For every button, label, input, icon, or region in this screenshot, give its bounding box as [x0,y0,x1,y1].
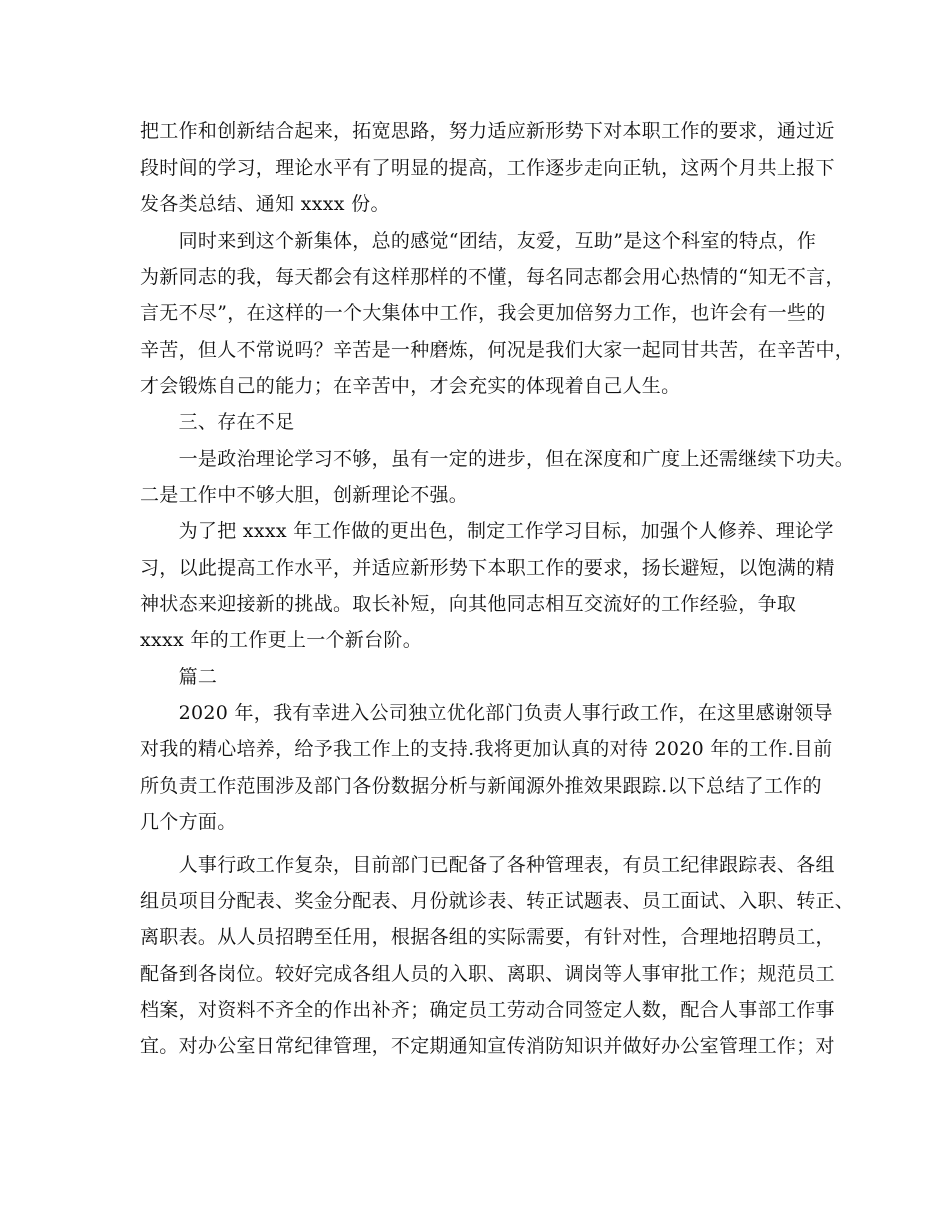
text-line: 一是政治理论学习不够，虽有一定的进步，但在深度和广度上还需继续下功夫。 [140,448,855,470]
text-line: 2020 年，我有幸进入公司独立优化部门负责人事行政工作，在这里感谢领导 [140,702,833,724]
text-line: 段时间的学习，理论水平有了明显的提高，工作逐步走向正轨，这两个月共上报下 [140,157,835,179]
text-line: 把工作和创新结合起来，拓宽思路，努力适应新形势下对本职工作的要求，通过近 [140,120,835,142]
section-heading: 篇二 [140,666,218,688]
text-line: 档案，对资料不齐全的作出补齐；确定员工劳动合同签定人数，配合人事部工作事 [140,999,835,1021]
text-line: 配备到各岗位。较好完成各组人员的入职、离职、调岗等人事审批工作；规范员工 [140,963,835,985]
text-line: xxxx 年的工作更上一个新台阶。 [140,629,423,651]
text-line: 习，以此提高工作水平，并适应新形势下本职工作的要求，扬长避短，以饱满的精 [140,557,835,579]
text-line: 言无不尽”，在这样的一个大集体中工作，我会更加倍努力工作，也许会有一些的 [140,302,826,324]
text-line: 神状态来迎接新的挑战。取长补短，向其他同志相互交流好的工作经验，争取 [140,593,797,615]
text-line: 几个方面。 [140,811,237,833]
section-heading: 三、存在不足 [140,411,295,433]
text-line: 为新同志的我，每天都会有这样那样的不懂，每名同志都会用心热情的“知无不言， [140,266,845,288]
text-line: 宜。对办公室日常纪律管理，不定期通知宣传消防知识并做好办公室管理工作；对 [140,1035,835,1057]
text-line: 为了把 xxxx 年工作做的更出色，制定工作学习目标，加强个人修养、理论学 [140,520,834,542]
text-line: 才会锻炼自己的能力；在辛苦中，才会充实的体现着自己人生。 [140,375,681,397]
text-line: 同时来到这个新集体，总的感觉“团结，友爱，互助”是这个科室的特点，作 [140,230,817,252]
text-line: 对我的精心培养，给予我工作上的支持.我将更加认真的对待 2020 年的工作.目前 [140,738,833,760]
text-line: 人事行政工作复杂，目前部门已配备了各种管理表，有员工纪律跟踪表、各组 [140,854,835,876]
text-line: 组员项目分配表、奖金分配表、月份就诊表、转正试题表、员工面试、入职、转正、 [140,890,855,912]
text-line: 发各类总结、通知 xxxx 份。 [140,193,390,215]
text-line: 所负责工作范围涉及部门各份数据分析与新闻源外推效果跟踪.以下总结了工作的 [140,775,822,797]
text-line: 二是工作中不够大胆，创新理论不强。 [140,484,469,506]
text-line: 离职表。从人员招聘至任用，根据各组的实际需要，有针对性，合理地招聘员工， [140,926,835,948]
text-line: 辛苦，但人不常说吗？辛苦是一种磨炼，何况是我们大家一起同甘共苦，在辛苦中， [140,339,855,361]
